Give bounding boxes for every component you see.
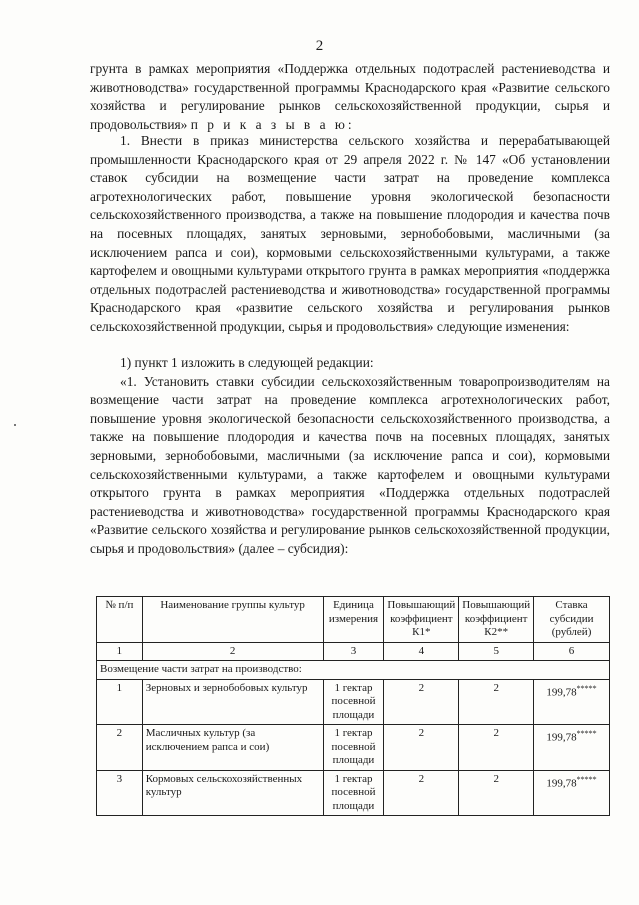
rate-value: 199,78 [546,686,577,699]
subsidy-rates-table [96,596,610,816]
table-row [97,725,610,771]
column-numbers-row [97,642,610,661]
crop-group-name: Зерновых и зернобобовых культур [142,679,323,725]
amendment-text: 1. Внести в приказ министерства сельского хозяйства и перерабатывающей промышленности Краснодарского края от 29 апреля 2022 г. № 147 «Об установлении ставок субсидии на возмещение части затрат на проведение комплекса агротехнологических работ, повышение уровня экологической безопасности сельскохозяйственного производства, а также на повышение плодородия и качества почв на посевных площадях, занятых зерновыми, зернобобовыми, масличными (за исключением рапса и сои), кормовыми сельскохозяйственными культурами, а также картофелем и овощными культурами открытого грунта в рамках мероприятия «поддержка отдельных подотраслей растениеводства и животноводства» государственной программы Краснодарского края «развитие сельского хозяйства и регулирования рынков сельскохозяйственной продукции, сырья и продовольствия» следующие изменения: [90,133,610,334]
page-number: 2 [315,38,324,54]
row-number: 3 [97,770,143,816]
column-number: 3 [323,642,384,661]
rate-cell [534,770,610,816]
header-crop-group: Наименование группы культур [142,597,323,643]
section-row [97,661,610,680]
k2-cell: 2 [459,770,534,816]
amendment-paragraph [90,132,610,337]
crop-group-name: Масличных культур (за исключением рапса и сои) [142,725,323,771]
rate-footnote-mark: ***** [576,683,597,693]
intro-text: грунта в рамках мероприятия «Поддержка отдельных подотраслей растениеводства и животноводства» государственной программы Краснодарского края «Развитие сельского хозяйства и регулирование рынков сельскохозяйственной продукции, сырья и продовольствия» [90,61,610,132]
new-edition-section [90,354,610,559]
rate-footnote-mark: ***** [576,774,597,784]
table-row [97,770,610,816]
table-header-row [97,597,610,643]
row-number: 2 [97,725,143,771]
header-unit: Единица измерения [323,597,384,643]
order-command: п р и к а з ы в а ю: [190,116,355,132]
rate-footnote-mark: ***** [576,729,597,738]
k1-cell: 2 [384,770,459,816]
unit-cell: 1 гектар посевной площади [323,770,384,816]
item-1-intro: 1) пункт 1 изложить в следующей редакции: [120,355,374,370]
rate-value: 199,78 [546,777,577,790]
column-number: 6 [534,642,610,661]
new-item-1-text: «1. Установить ставки субсидии сельскохозяйственным товаропроизводителям на возмещение части затрат на проведение комплекса агротехнологических работ, повышение уровня экологической безопасности сельскохозяйственного производства, а также на повышение плодородия и качества почв на посевных площадях, занятых зерновыми, зернобобовыми, масличными (за исключение рапса и сои), кормовыми сельскохозяйственными культурами, а также картофелем и овощными культурами открытого грунта в рамках мероприятия «Поддержка отдельных подотраслей растениеводства и животноводства» государственной программы Краснодарского края «Развитие сельского хозяйства и регулирование рынков сельскохозяйственной продукции, сырья и продовольствия» (далее – субсидия): [90,373,610,556]
k1-cell: 2 [384,679,459,725]
header-k1: Повышающий коэффициент К1* [384,597,459,643]
unit-cell: 1 гектар посевной площади [323,725,384,771]
rate-cell [534,725,610,771]
table-row [97,679,610,725]
scan-speck [14,424,16,426]
k1-cell: 2 [384,725,459,771]
rate-cell [534,679,610,725]
unit-cell: 1 гектар посевной площади [323,679,384,725]
column-number: 2 [142,642,323,661]
column-number: 1 [97,642,143,661]
crop-group-name: Кормовых сельскохозяйственных культур [142,770,323,816]
rate-value: 199,78 [546,731,577,744]
k2-cell: 2 [459,725,534,771]
k2-cell: 2 [459,679,534,725]
header-number: № п/п [97,597,143,643]
section-title: Возмещение части затрат на производство: [97,661,610,680]
header-rate: Ставка субсидии (рублей) [534,597,610,643]
column-number: 5 [459,642,534,661]
column-number: 4 [384,642,459,661]
intro-paragraph [90,60,610,134]
row-number: 1 [97,679,143,725]
header-k2: Повышающий коэффициент К2** [459,597,534,643]
